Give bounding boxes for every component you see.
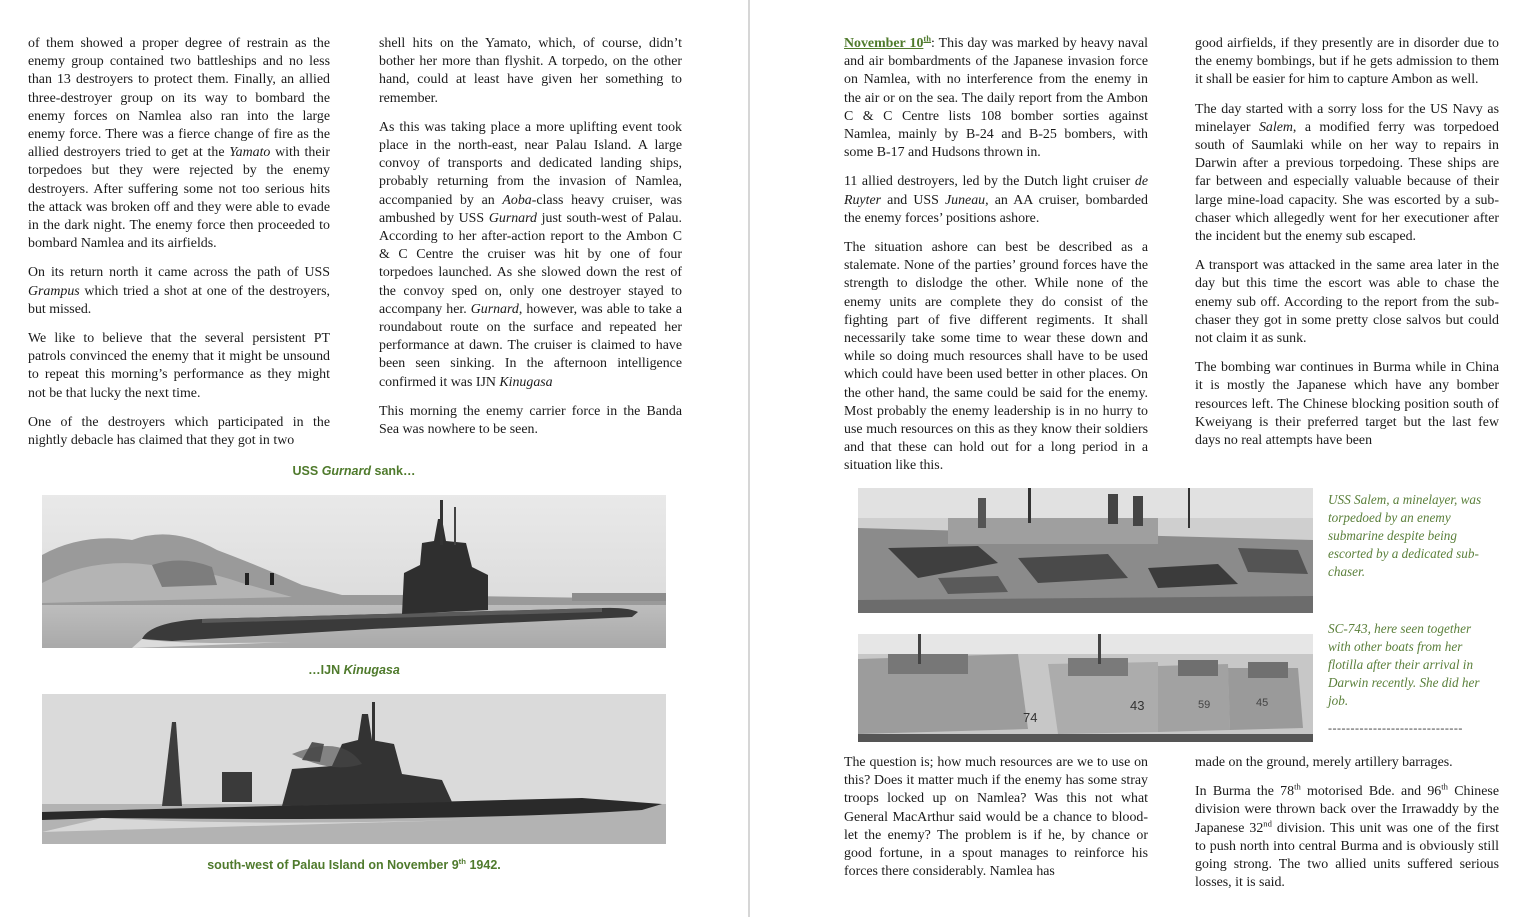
hull-number: 43 [1130, 698, 1145, 713]
text-run: , an AA cruiser, bombarded the enemy forces’ positions ashore. [844, 192, 1148, 226]
photo-cruiser-kinugasa [42, 694, 666, 844]
paragraph [1195, 754, 1499, 772]
text-run: This morning the enemy carrier force in the Banda Sea was nowhere to be seen. [379, 403, 682, 438]
text-run: th [458, 856, 466, 866]
photo-subchaser-sc743 [858, 634, 1313, 742]
text-run: USS [292, 464, 322, 478]
paragraph [1195, 101, 1499, 247]
hull-number: 59 [1198, 699, 1211, 711]
paragraph [1195, 35, 1499, 90]
photo-minelayer-salem [858, 488, 1313, 613]
right-column-2 [1195, 35, 1499, 450]
text-run: , a modified ferry was torpedoed south of Saumlaki while on her way to repairs in Darwin after a previous torpedoing. These ships are far between and especially valuable because of their large mine-load capacity. She was escorted by a sub-chaser which allegedly went for her executioner after the incident but the enemy sub escaped. [1195, 119, 1499, 245]
text-run: The question is; how much resources are we to use on this? Does it matter much if the enemy has some stray troops locked up on Namlea? Was this not what General MacArthur said would be a chance to blood-let the enemy? The problem is if he, by chance or good fortune, in a spout manages to reinforce his forces there considerably. Namlea has [844, 755, 1148, 880]
text-run: As this was taking place a more uplifting event took place in the north-east, near Palau Island. A large convoy of transports and dedicated landing ships, probably returning from the invasion of Namlea, accompanied by an [379, 119, 682, 208]
hull-number: 74 [1023, 710, 1038, 725]
paragraph [844, 173, 1148, 228]
date-heading: th [923, 33, 932, 44]
text-run: A transport was attacked in the same area later in the day but this time the escort was able to chase the enemy sub off. According to the report from the sub-chaser they got in some pretty close salvos but could not claim it as sunk. [1195, 258, 1499, 347]
text-run: division. This unit was one of the first to push north into central Burma and is obviously still going strong. The two allied units suffered serious losses, it is said. [1195, 820, 1499, 891]
text-run: The situation ashore can best be described as a stalemate. None of the parties’ ground forces have the strength to dislodge the other. While none of the enemy units are complete they do consist of the fighting part of five different regiments. It shall necessarily take some time to wear these down and while so doing much resources shall have to be used which could have been used better in other places. On the other hand, the same could be said for the enemy. Most probably the enemy leadership is in no hurry to use much resources on this as they know their soldiers and that these can hold out for a long period in a situation like this. [844, 240, 1148, 474]
text-run: The day started with a sorry loss for the US Navy as minelayer [1195, 101, 1499, 135]
text-run: One of the destroyers which participated in the nightly debacle has claimed that they got in two [28, 414, 330, 449]
paragraph [379, 35, 682, 108]
text-run: with their torpedoes but they were rejected by the enemy destroyers. After suffering some not too serious hits the attack was broken off and they were able to evade in the dark night. The enemy force then proceeded to bombard Namlea and its airfields. [28, 145, 330, 252]
text-run: 1942. [466, 858, 501, 872]
text-run: just south-west of Palau. According to her after-action report to the Ambon C & C Centre the cruiser was hit by one of four torpedoes launched. As she slowed down the rest of the convoy sped on, only one destroyer stayed to accompany her. [379, 210, 682, 317]
italic-run: Aoba [502, 192, 532, 208]
text-run: which tried a shot at one of the destroyers, but missed. [28, 283, 330, 317]
text-run: th [1294, 781, 1301, 792]
italic-run: Juneau [945, 192, 986, 208]
italic-run: de Ruyter [844, 174, 1148, 208]
photo-submarine-gurnard [42, 495, 666, 648]
caption-gurnard [42, 464, 666, 478]
right-column-2-bottom [1195, 754, 1499, 892]
italic-run: Salem [1258, 119, 1293, 135]
text-run: of them showed a proper degree of restrain as the enemy group contained two battleships and no less than 13 destroyers to protect them. Finally, an allied three-destroyer group on its way to bombard the enemy forces on Namlea also ran into the large enemy force. There was a fierce change of fire as the allied destroyers tried to get at the [28, 36, 330, 161]
text-run: -class heavy cruiser, was ambushed by USS [379, 192, 682, 226]
text-run: and USS [881, 192, 945, 208]
paragraph [1195, 257, 1499, 348]
date-heading: November 10 [844, 36, 924, 51]
italic-run: Gurnard [321, 464, 372, 478]
text-run: We like to believe that the several persistent PT patrols convinced the enemy that it might be unsound to repeat this morning’s performance as they might not be that lucky the next time. [28, 331, 330, 401]
caption-date-location [42, 858, 666, 872]
right-column-1 [844, 35, 1148, 476]
paragraph [844, 35, 1148, 162]
text-run: 11 allied destroyers, led by the Dutch light cruiser [844, 174, 1135, 190]
caption-kinugasa [42, 663, 666, 677]
text-run: sank… [371, 464, 416, 478]
text-run: Chinese division were thrown back over the Irrawaddy by the Japanese 32 [1195, 784, 1499, 836]
paragraph [28, 330, 330, 403]
paragraph [28, 414, 330, 450]
right-page [750, 0, 1529, 917]
hull-number: 45 [1256, 697, 1269, 709]
text-run: south-west of Palau Island on November 9 [207, 858, 459, 872]
left-column-1 [28, 35, 330, 450]
text-run: made on the ground, merely artillery barrages. [1195, 755, 1453, 770]
text-run: good airfields, if they presently are in disorder due to the enemy bombings, but if he gets admission to them it shall be easier for him to capture Ambon as well. [1195, 36, 1499, 88]
text-run: The bombing war continues in Burma while in China it is mostly the Japanese which have any bomber resources left. The Chinese blocking position south of Kweiyang is their preferred target but the last few days no real attempts have been [1195, 360, 1499, 449]
text-run: th [1441, 781, 1448, 792]
text-run: …IJN [308, 663, 344, 677]
left-column-2 [379, 35, 682, 439]
italic-run: Grampus [28, 283, 80, 299]
text-run: In Burma the 78 [1195, 784, 1295, 800]
paragraph [844, 754, 1148, 881]
text-run: On its return north it came across the path of USS [28, 265, 330, 281]
italic-run: Gurnard [488, 210, 537, 226]
text-run: motorised Bde. and 96 [1300, 784, 1442, 800]
paragraph [844, 239, 1148, 476]
italic-run: Gurnard [470, 301, 519, 317]
caption-sc743: SC-743, here seen together with other boats from her flotilla after their arrival in Darwin recently. She did her job. [1328, 621, 1480, 708]
paragraph [1195, 783, 1499, 892]
right-column-1-bottom [844, 754, 1148, 881]
caption-divider: ------------------------------ [1328, 721, 1463, 735]
text-run: : This day was marked by heavy naval and air bombardments of the Japanese invasion force on Namlea, with no interference from the enemy in the air or on the sea. The daily report from the Ambon C & C Centre lists 108 bomber sorties against Namlea, mainly by B-24 and B-25 bombers, with some B-17 and Hudsons thrown in. [844, 36, 1149, 161]
paragraph [1195, 359, 1499, 450]
italic-run: Yamato [229, 145, 271, 161]
italic-run: Kinugasa [499, 374, 553, 390]
paragraph [379, 119, 682, 392]
text-run: nd [1263, 817, 1272, 828]
caption-salem: USS Salem, a minelayer, was torpedoed by an enemy submarine despite being escorted by a dedicated sub-chaser. [1328, 492, 1482, 579]
left-page [0, 0, 748, 917]
paragraph [379, 403, 682, 439]
text-run: , however, was able to take a roundabout route on the surface and repeated her performance at dawn. The cruiser is claimed to have been seen sinking. In the afternoon intelligence confirmed it was IJN [379, 301, 682, 390]
paragraph [28, 35, 330, 253]
text-run: shell hits on the Yamato, which, of course, didn’t bother her more than flyshit. A torpedo, on the other hand, could at least have given her something to remember. [379, 36, 682, 106]
italic-run: Kinugasa [343, 663, 400, 677]
paragraph [28, 264, 330, 319]
